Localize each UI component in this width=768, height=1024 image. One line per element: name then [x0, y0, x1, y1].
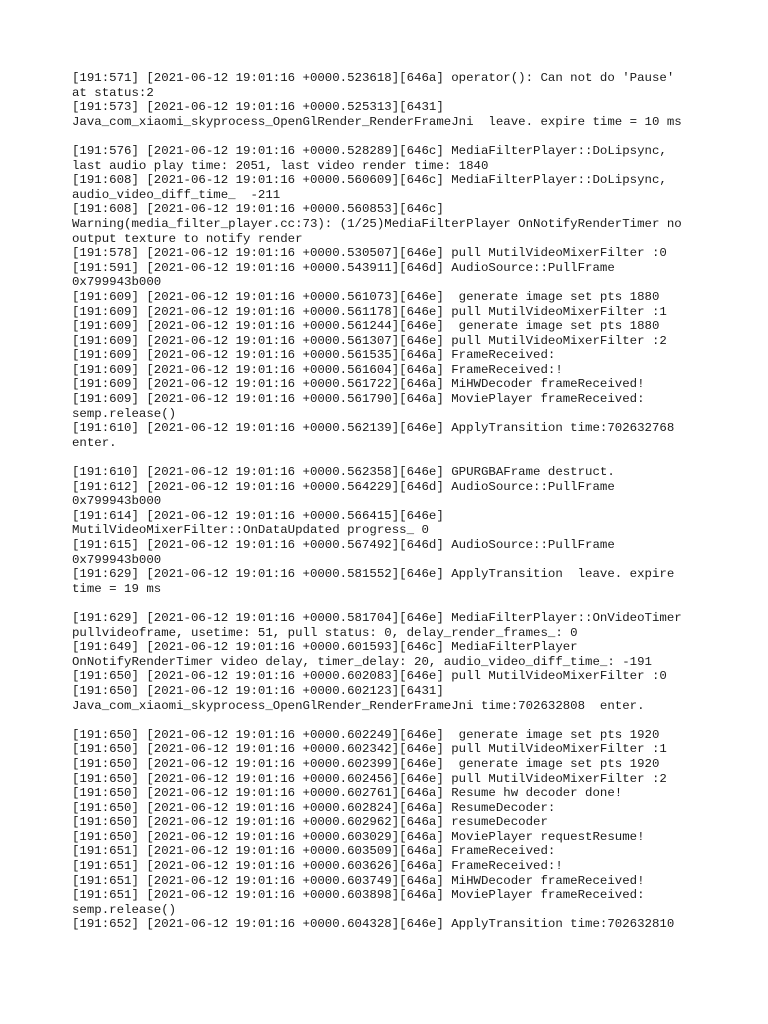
log-line: [191:609] [2021-06-12 19:01:16 +0000.561244][646e] generate image set pts 1880: [72, 319, 660, 334]
log-line: [191:650] [2021-06-12 19:01:16 +0000.602249][646e] generate image set pts 1920: [72, 727, 660, 742]
log-line: Warning(media_filter_player.cc:73): (1/25)MediaFilterPlayer OnNotifyRenderTimer no: [72, 216, 682, 231]
log-line: [191:650] [2021-06-12 19:01:16 +0000.602399][646e] generate image set pts 1920: [72, 756, 660, 771]
log-line: semp.release(): [72, 902, 177, 917]
log-line: 0x799943b000: [72, 552, 162, 567]
log-line: [191:612] [2021-06-12 19:01:16 +0000.564229][646d] AudioSource::PullFrame: [72, 479, 615, 494]
log-line: last audio play time: 2051, last video render time: 1840: [72, 158, 489, 173]
log-line: pullvideoframe, usetime: 51, pull status: 0, delay_render_frames_: 0: [72, 625, 578, 640]
log-line: [72, 450, 712, 465]
log-line: [191:610] [2021-06-12 19:01:16 +0000.562358][646e] GPURGBAFrame destruct.: [72, 465, 615, 480]
log-line: [191:650] [2021-06-12 19:01:16 +0000.602456][646e] pull MutilVideoMixerFilter :2: [72, 771, 667, 786]
log-line: [191:571] [2021-06-12 19:01:16 +0000.523618][646a] operator(): Can not do 'Pause': [72, 71, 675, 85]
log-line: [191:651] [2021-06-12 19:01:16 +0000.603626][646a] FrameReceived:!: [72, 859, 563, 874]
log-line: [191:591] [2021-06-12 19:01:16 +0000.543911][646d] AudioSource::PullFrame: [72, 260, 615, 275]
log-line: [191:650] [2021-06-12 19:01:16 +0000.602824][646a] ResumeDecoder:: [72, 800, 556, 815]
log-line: [191:650] [2021-06-12 19:01:16 +0000.603029][646a] MoviePlayer requestResume!: [72, 829, 645, 844]
log-line: at status:2: [72, 85, 154, 100]
log-line: [191:609] [2021-06-12 19:01:16 +0000.561535][646a] FrameReceived:: [72, 348, 556, 363]
log-line: [191:576] [2021-06-12 19:01:16 +0000.528289][646c] MediaFilterPlayer::DoLipsync,: [72, 143, 667, 158]
log-line: [191:650] [2021-06-12 19:01:16 +0000.602761][646a] Resume hw decoder done!: [72, 786, 623, 801]
log-line: [191:614] [2021-06-12 19:01:16 +0000.566415][646e]: [72, 508, 444, 523]
log-line: [191:629] [2021-06-12 19:01:16 +0000.581704][646e] MediaFilterPlayer::OnVideoTimer: [72, 610, 682, 625]
log-line: [72, 596, 712, 611]
log-line: output texture to notify render: [72, 231, 303, 246]
log-line: [191:578] [2021-06-12 19:01:16 +0000.530507][646e] pull MutilVideoMixerFilter :0: [72, 246, 667, 261]
log-line: [191:609] [2021-06-12 19:01:16 +0000.561178][646e] pull MutilVideoMixerFilter :1: [72, 304, 667, 319]
log-line: [191:652] [2021-06-12 19:01:16 +0000.604328][646e] ApplyTransition time:702632810: [72, 917, 675, 932]
log-line: [191:651] [2021-06-12 19:01:16 +0000.603749][646a] MiHWDecoder frameReceived!: [72, 873, 645, 888]
log-line: enter.: [72, 435, 117, 450]
log-line: [191:609] [2021-06-12 19:01:16 +0000.561722][646a] MiHWDecoder frameReceived!: [72, 377, 645, 392]
log-line: [191:610] [2021-06-12 19:01:16 +0000.562139][646e] ApplyTransition time:702632768: [72, 421, 675, 436]
log-line: [72, 129, 712, 144]
log-line: [191:615] [2021-06-12 19:01:16 +0000.567492][646d] AudioSource::PullFrame: [72, 538, 615, 552]
log-line: [191:650] [2021-06-12 19:01:16 +0000.602083][646e] pull MutilVideoMixerFilter :0: [72, 669, 667, 684]
log-line: Java_com_xiaomi_skyprocess_OpenGlRender_RenderFrameJni leave. expire time = 10 ms: [72, 114, 682, 129]
log-line: [191:609] [2021-06-12 19:01:16 +0000.561604][646a] FrameReceived:!: [72, 362, 563, 377]
log-line: MutilVideoMixerFilter::OnDataUpdated progress_ 0: [72, 523, 429, 538]
log-line: [191:650] [2021-06-12 19:01:16 +0000.602342][646e] pull MutilVideoMixerFilter :1: [72, 742, 667, 757]
log-line: [191:629] [2021-06-12 19:01:16 +0000.581552][646e] ApplyTransition leave. expire: [72, 567, 675, 582]
log-line: 0x799943b000: [72, 275, 162, 290]
log-line: audio_video_diff_time_ -211: [72, 187, 281, 202]
log-line: [191:609] [2021-06-12 19:01:16 +0000.561790][646a] MoviePlayer frameReceived:: [72, 392, 645, 407]
log-line: [191:608] [2021-06-12 19:01:16 +0000.560609][646c] MediaFilterPlayer::DoLipsync,: [72, 173, 667, 188]
log-line: Java_com_xiaomi_skyprocess_OpenGlRender_RenderFrameJni time:702632808 enter.: [72, 698, 645, 713]
log-line: [191:573] [2021-06-12 19:01:16 +0000.525313][6431]: [72, 100, 444, 115]
log-line: semp.release(): [72, 406, 177, 421]
log-text-block: [72, 71, 712, 932]
log-line: 0x799943b000: [72, 494, 162, 509]
log-line: [191:650] [2021-06-12 19:01:16 +0000.602962][646a] resumeDecoder: [72, 815, 548, 830]
log-line: [191:608] [2021-06-12 19:01:16 +0000.560853][646c]: [72, 202, 444, 217]
log-line: [191:650] [2021-06-12 19:01:16 +0000.602123][6431]: [72, 683, 444, 698]
log-line: [191:651] [2021-06-12 19:01:16 +0000.603898][646a] MoviePlayer frameReceived:: [72, 888, 645, 903]
log-line: [191:609] [2021-06-12 19:01:16 +0000.561073][646e] generate image set pts 1880: [72, 289, 660, 304]
log-line: [191:609] [2021-06-12 19:01:16 +0000.561307][646e] pull MutilVideoMixerFilter :2: [72, 333, 667, 348]
log-line: [72, 713, 712, 728]
log-line: [191:651] [2021-06-12 19:01:16 +0000.603509][646a] FrameReceived:: [72, 844, 556, 859]
log-line: [191:649] [2021-06-12 19:01:16 +0000.601593][646c] MediaFilterPlayer: [72, 640, 578, 655]
log-line: OnNotifyRenderTimer video delay, timer_delay: 20, audio_video_diff_time_: -191: [72, 654, 652, 669]
log-line: time = 19 ms: [72, 581, 162, 596]
